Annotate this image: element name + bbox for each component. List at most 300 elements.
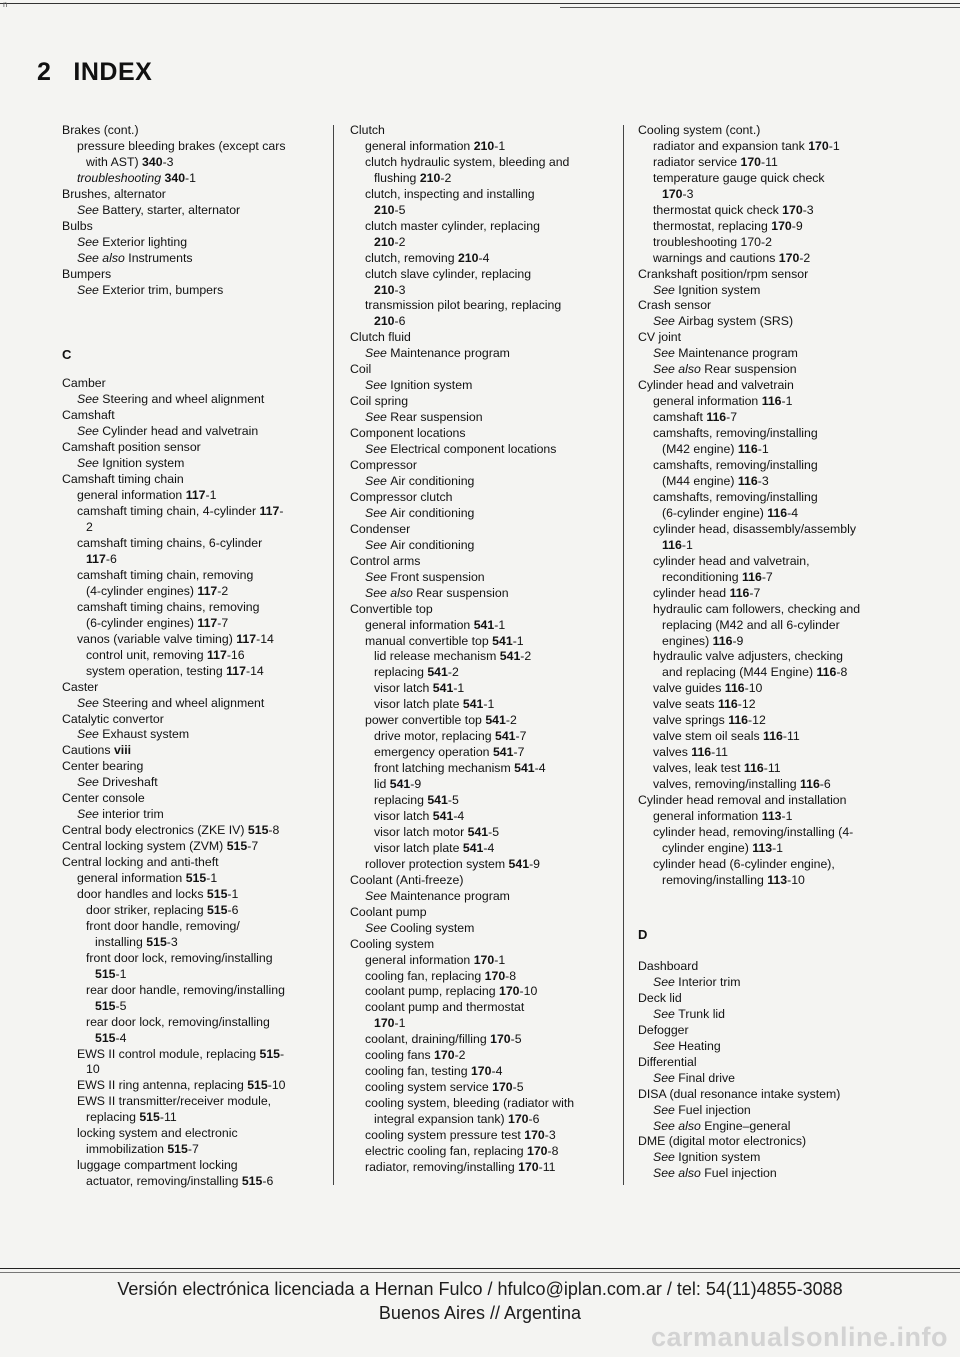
index-entry [350,123,612,139]
page-reference: 515 [139,1110,160,1125]
index-entry [638,554,900,570]
index-entry [62,123,324,139]
index-entry [638,522,900,538]
entry-text: general information [365,138,474,153]
entry-text: general information [653,394,762,409]
entry-text: lid [374,777,390,792]
entry-text: -8 [836,665,848,680]
page-reference: 541 [492,745,514,760]
index-entry [62,1126,324,1142]
page-reference: 210 [374,202,395,217]
index-entry [62,267,324,283]
page-reference: 515 [146,934,167,949]
index-entry [350,905,612,921]
index-entry [350,984,612,1000]
entry-text: Maintenance program [390,888,510,903]
entry-text: thermostat quick check [653,202,783,217]
index-entry [350,713,612,729]
index-entry [638,602,900,618]
entry-text: control unit, removing [86,647,207,662]
entry-text: camshaft timing chains, 6-cylinder [77,536,263,551]
entry-text: Clutch [350,123,385,137]
index-entry [638,857,900,873]
page-reference: 541 [462,697,484,712]
entry-text: See [653,1102,679,1117]
entry-text: -7 [726,410,738,425]
entry-text: See [653,346,679,361]
index-entry [638,959,900,975]
entry-text: hydraulic cam followers, checking and [653,601,861,616]
entry-text: Camshaft timing chain [62,472,184,487]
index-entry [638,378,900,394]
entry-text: Coolant (Anti-freeze) [350,872,464,887]
entry-text: -10 [267,1078,286,1093]
entry-text: valves, removing/installing [653,777,800,792]
entry-text: Ignition system [678,282,761,297]
entry-text: Defogger [638,1022,689,1037]
page-reference: 113 [752,840,773,855]
index-entry [62,456,324,472]
entry-text: coolant pump and thermostat [365,1000,525,1015]
entry-text: - [279,504,284,519]
entry-text: Fuel injection [704,1166,777,1181]
entry-text: Crankshaft position/rpm sensor [638,266,809,281]
page-reference: 541 [389,777,411,792]
index-entry [62,1174,324,1190]
entry-text: -1 [772,840,784,855]
page-reference: viii [113,743,132,758]
entry-text: Camshaft position sensor [62,440,201,455]
entry-text: -8 [268,823,280,838]
entry-text: vanos (variable valve timing) [77,631,237,646]
entry-text: Brakes (cont.) [62,123,139,137]
page-reference: 515 [185,871,207,886]
page-reference: 170 [470,1064,492,1079]
entry-text: reconditioning [662,569,742,584]
entry-text: Exterior lighting [102,234,188,249]
entry-text: See [365,378,391,393]
page-reference: 515 [247,823,269,838]
entry-text: visor latch [374,681,433,696]
index-entry [62,823,324,839]
entry-text: radiator and expansion tank [653,138,809,153]
index-entry [350,634,612,650]
entry-text: -3 [166,934,178,949]
entry-text: See also [653,1118,705,1133]
index-entry [638,649,900,665]
entry-text: See [77,775,103,790]
index-entry [350,681,612,697]
page-reference: 170 [782,202,803,217]
entry-text: See [365,473,391,488]
entry-text: Caster [62,679,99,694]
entry-text: Final drive [678,1070,736,1085]
entry-text: See [653,314,679,329]
entry-text: See [653,1070,679,1085]
entry-text: Central locking and anti-theft [62,855,219,870]
entry-text: cooling system, bleeding (radiator with [365,1096,575,1111]
entry-text: -1 [781,808,793,823]
entry-text: Electrical component locations [390,442,557,457]
entry-text: Driveshaft [102,775,158,790]
entry-text: Front suspension [390,569,485,584]
index-entry [62,648,324,664]
index-entry [638,362,900,378]
page-reference: 170 [808,138,829,153]
index-entry [350,506,612,522]
entry-text: Ignition system [678,1150,761,1165]
index-entry [62,903,324,919]
index-entry [350,203,612,219]
entry-text: -5 [488,824,500,839]
entry-text: See [365,410,391,425]
index-entry [62,1158,324,1174]
entry-text: troubleshooting 170-2 [653,234,772,249]
index-entry [62,967,324,983]
entry-text: -5 [512,1080,524,1095]
page-reference: 541 [473,617,495,632]
entry-text: See [365,442,391,457]
entry-text: -2 [520,649,532,664]
entry-text: -16 [226,647,245,662]
page-reference: 170 [662,186,683,201]
index-entry [62,472,324,488]
entry-text: Air conditioning [390,537,475,552]
index-entry [638,1039,900,1055]
entry-text: -10 [787,872,805,887]
entry-text: Compressor [350,458,417,473]
entry-text: -14 [245,663,264,678]
index-entry [350,283,612,299]
index-entry [350,219,612,235]
index-entry [350,538,612,554]
entry-text: -7 [513,745,525,760]
entry-text: See [77,727,103,742]
index-entry [350,1064,612,1080]
entry-text: and replacing (M44 Engine) [662,665,817,680]
index-entry [62,440,324,456]
page-reference: 170 [524,1128,545,1143]
footer-rule [0,1268,960,1269]
index-entry [638,458,900,474]
entry-text: camshaft timing chain, removing [77,567,254,582]
footer-rule-secondary [0,1272,960,1273]
entry-text: Heating [678,1038,721,1053]
entry-text: See [77,234,103,249]
entry-text: Coil spring [350,394,409,409]
index-entry [638,155,900,171]
entry-text: -3 [394,282,406,297]
watermark: carmanualsonline.info [650,1322,948,1352]
index-entry [350,1112,612,1128]
entry-text: replacing [374,793,428,808]
index-entry [638,1055,900,1071]
entry-text: See [365,505,391,520]
entry-text: -4 [115,1030,127,1045]
entry-text: Differential [638,1054,697,1069]
entry-text: Control arms [350,553,421,568]
entry-text: Cooling system (cont.) [638,123,761,137]
entry-text: camshafts, removing/installing [653,489,818,504]
entry-text: system operation, testing [86,663,227,678]
entry-text: cylinder head and valvetrain, [653,553,810,568]
index-entry [350,761,612,777]
entry-text: Fuel injection [678,1102,751,1117]
entry-text: valves, leak test [653,761,744,776]
index-entry [62,376,324,392]
entry-text: Maintenance program [390,346,510,361]
entry-text: Rear suspension [704,362,797,377]
entry-text: temperature gauge quick check [653,170,825,185]
page-reference: 116 [816,665,837,680]
entry-text: visor latch [374,808,433,823]
entry-text: -7 [749,585,761,600]
page-reference: 170 [507,1112,529,1127]
page-reference: 116 [728,713,749,728]
index-entry [62,1031,324,1047]
index-entry [350,251,612,267]
index-entry [638,586,900,602]
index-entry [638,745,900,761]
entry-text: 2 [86,520,93,535]
index-entry [638,1007,900,1023]
entry-text: clutch slave cylinder, replacing [365,266,532,281]
index-entry [350,1160,612,1176]
page-reference: 541 [494,729,516,744]
entry-text: -1 [206,871,218,886]
index-entry [62,392,324,408]
entry-text: -5 [394,202,406,217]
entry-text: -4 [453,808,465,823]
index-entry [62,743,324,759]
entry-text: Component locations [350,426,466,441]
page-reference: 116 [763,729,783,744]
entry-text: Rear suspension [416,585,509,600]
entry-text: camshaft timing chains, removing [77,599,260,614]
page-reference: 170 [778,250,800,265]
page-reference: 116 [717,697,738,712]
index-entry [62,871,324,887]
index-entry [62,759,324,775]
entry-text: Bumpers [62,266,112,281]
index-entry [638,235,900,251]
page-reference: 116 [662,537,682,552]
index-entry [62,999,324,1015]
index-entry [350,1048,612,1064]
index-entry [62,139,324,155]
index-entry [350,522,612,538]
index-entry [638,825,900,841]
index-entry [62,616,324,632]
page-header [37,58,152,87]
entry-text: DISA (dual resonance intake system) [638,1086,841,1101]
index-entry [62,839,324,855]
entry-text: -11 [711,745,728,760]
entry-text: emergency operation [374,745,493,760]
entry-text: installing [95,934,147,949]
page-reference: 170 [740,154,762,169]
index-entry [350,618,612,634]
index-entry [350,825,612,841]
entry-text: -1 [453,681,465,696]
index-entry [350,697,612,713]
index-entry [62,203,324,219]
index-entry [638,681,900,697]
entry-text: -9 [529,856,540,871]
entry-text: cylinder head, removing/installing (4- [653,824,854,839]
index-entry [350,490,612,506]
page-reference: 541 [508,856,530,871]
entry-text: Dashboard [638,959,699,973]
index-entry [350,953,612,969]
page-reference: 116 [743,761,764,776]
entry-text: Catalytic convertor [62,711,164,726]
entry-text: -1 [512,633,524,648]
index-entry [638,298,900,314]
entry-text: -12 [737,697,756,712]
page-reference: 515 [95,966,116,981]
entry-text: general information [653,808,762,823]
entry-text: -11 [782,729,800,744]
entry-text: (6-cylinder engines) [86,615,198,630]
entry-text: EWS II ring antenna, replacing [77,1078,248,1093]
page-reference: 515 [206,902,228,917]
entry-text: (4-cylinder engines) [86,583,198,598]
page-reference: 170 [771,218,792,233]
entry-text: cylinder head [653,585,730,600]
page-reference: 170 [374,1016,395,1031]
page-reference: 170 [492,1080,513,1095]
entry-text: clutch, inspecting and installing [365,186,535,201]
entry-text: -11 [159,1110,177,1125]
column-divider [623,125,624,1185]
page-reference: 113 [761,808,782,823]
entry-text: locking system and electronic [77,1126,238,1141]
entry-text: general information [365,952,474,967]
index-entry [62,504,324,520]
entry-text: cylinder head, disassembly/assembly [653,521,856,536]
index-entry [638,634,900,650]
entry-text: -1 [394,1016,406,1031]
entry-text: Central body electronics (ZKE IV) [62,823,248,838]
index-entry [62,935,324,951]
entry-text: -12 [748,713,766,728]
entry-text: visor latch motor [374,824,468,839]
entry-text: -6 [394,314,406,329]
entry-text: Compressor clutch [350,489,453,504]
entry-text: Brushes, alternator [62,186,166,201]
index-column-2 [350,123,612,1176]
index-entry [62,536,324,552]
index-entry [62,919,324,935]
index-entry [350,442,612,458]
entry-text: Engine–general [704,1118,791,1133]
location-line: Buenos Aires // Argentina [378,1303,582,1323]
entry-text: -2 [799,250,811,265]
index-entry [350,921,612,937]
page-reference: 210 [473,138,495,153]
index-entry [62,1015,324,1031]
top-rule [0,3,960,4]
index-entry [638,314,900,330]
entry-text: front latching mechanism [374,761,515,776]
index-entry [350,474,612,490]
index-entry [350,298,612,314]
page-reference: 116 [737,442,758,457]
page-number: 2 [37,58,52,86]
entry-text: -8 [505,968,517,983]
page-reference: 117 [226,663,246,678]
index-entry [62,235,324,251]
index-entry [62,283,324,299]
entry-text: Exterior trim, bumpers [102,282,224,297]
entry-text: -3 [757,473,769,488]
index-entry [638,219,900,235]
entry-text: -5 [510,1032,522,1047]
entry-text: -5 [447,793,459,808]
page-reference: 116 [737,473,758,488]
page-reference: 541 [462,840,484,855]
entry-text: integral expansion tank) [374,1112,508,1127]
entry-text: troubleshooting [77,170,165,185]
index-entry [350,665,612,681]
index-entry [638,1134,900,1150]
index-entry [350,378,612,394]
entry-text: rear door lock, removing/installing [86,1014,270,1029]
page-reference: 170 [490,1032,511,1047]
entry-text: coolant pump, replacing [365,984,499,999]
entry-text: -5 [115,998,127,1013]
index-entry [350,729,612,745]
index-entry [350,362,612,378]
index-entry [638,841,900,857]
page-reference: 210 [374,282,395,297]
index-entry [62,1142,324,1158]
index-entry [62,1062,324,1078]
entry-text: -1 [494,952,506,967]
index-entry [62,155,324,171]
entry-text: -1 [227,886,239,901]
entry-text: Coil [350,362,372,377]
index-entry [638,1119,900,1135]
page-reference: 170 [473,952,495,967]
column-divider [333,125,334,1185]
index-entry [350,458,612,474]
index-entry [638,570,900,586]
index-entry [638,1071,900,1087]
page-reference: 340 [164,170,186,185]
entry-text: -2 [454,1048,466,1063]
index-entry [638,697,900,713]
page-reference: 116 [741,569,762,584]
index-entry [350,1080,612,1096]
entry-text: See [653,1150,679,1165]
index-entry [638,1166,900,1182]
entry-text: valve springs [653,713,729,728]
page-reference: 116 [799,777,820,792]
entry-text: -7 [247,839,259,854]
entry-text: See [365,569,391,584]
index-entry [62,568,324,584]
entry-text: -1 [205,488,217,503]
entry-text: See also [653,362,705,377]
index-entry [350,267,612,283]
entry-text: -7 [515,729,527,744]
index-entry [62,664,324,680]
index-entry [350,410,612,426]
entry-text: See [653,282,679,297]
entry-text: front door lock, removing/installing [86,950,273,965]
